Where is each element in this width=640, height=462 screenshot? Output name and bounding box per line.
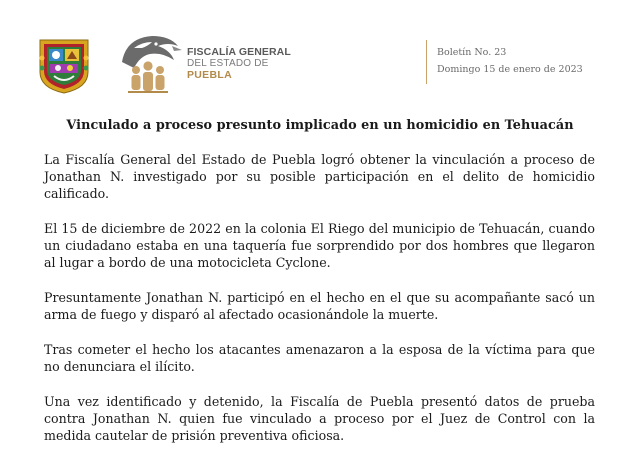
logo-line-puebla: PUEBLA [187, 68, 232, 81]
paragraph: Tras cometer el hecho los atacantes amenazaron a la esposa de la víctima para que no denunciara el ilícito. [44, 342, 595, 374]
logo-line-fiscalia: FISCALÍA GENERAL [187, 46, 291, 58]
bulletin-number: Boletín No. 23 [437, 47, 507, 58]
press-release-body [44, 151, 595, 462]
press-release-title: Vinculado a proceso presunto implicado en un homicidio en Tehuacán [66, 118, 574, 133]
paragraph: La Fiscalía General del Estado de Puebla logró obtener la vinculación a proceso de Jonathan N. investigado por su posible participación en el delito de homicidio calificado. [44, 152, 595, 201]
paragraph: Una vez identificado y detenido, la Fiscalía de Puebla presentó datos de prueba contra Jonathan N. quien fue vinculado a proceso por el Juez de Control con la medida cautelar de prisión preventiva oficiosa. [44, 394, 595, 443]
paragraph: El 15 de diciembre de 2022 en la colonia El Riego del municipio de Tehuacán, cuando un ciudadano estaba en una taquería fue sorprendido por dos hombres que llegaron al lugar a bordo de una motocicleta Cyclone. [44, 221, 595, 270]
header-divider [426, 40, 427, 84]
bulletin-date: Domingo 15 de enero de 2023 [437, 64, 583, 75]
letterhead [0, 0, 640, 100]
state-coat-of-arms-icon [38, 38, 90, 94]
paragraph: Presuntamente Jonathan N. participó en el hecho en el que su acompañante sacó un arma de fuego y disparó al afectado ocasionándole la muerte. [44, 290, 595, 322]
bulletin-info [437, 44, 583, 78]
fiscalia-logo-wordmark [187, 47, 297, 80]
fiscalia-eagle-logo-icon [112, 32, 184, 96]
logo-line-del-estado: DEL ESTADO DE [187, 57, 269, 69]
